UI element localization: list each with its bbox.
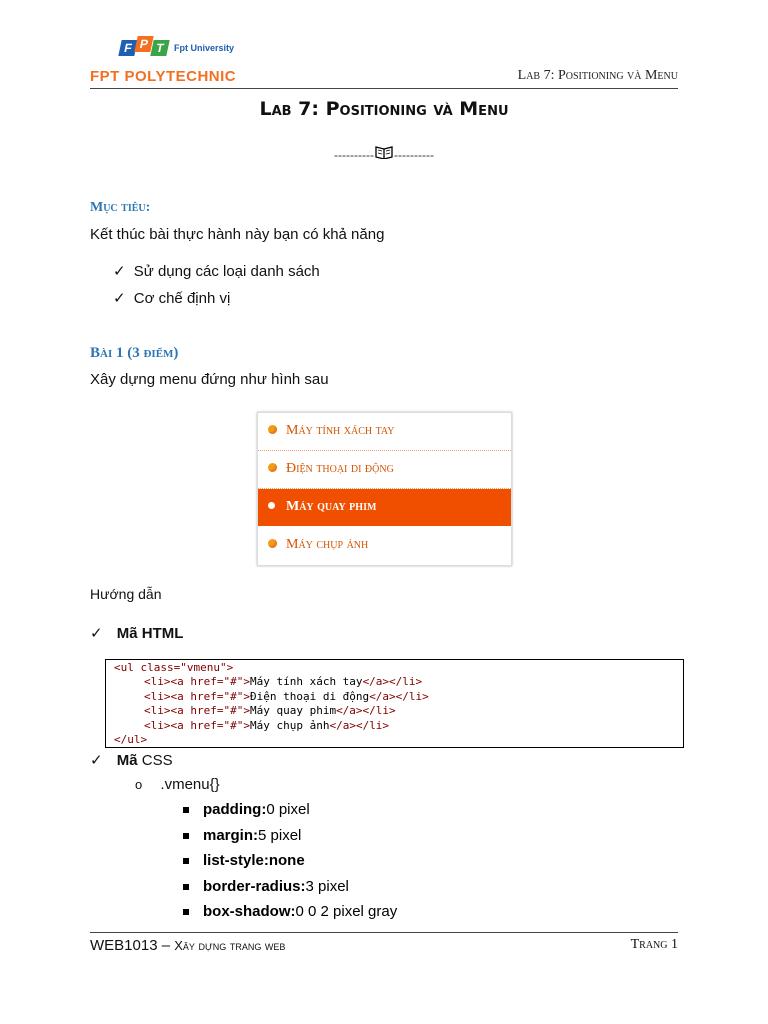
school-name: FPT POLYTECHNIC <box>90 68 237 85</box>
check-icon: ✓ <box>90 624 103 642</box>
logo-tagline: Fpt University <box>174 43 235 53</box>
objective-text: Sử dụng các loại danh sách <box>133 263 320 280</box>
vertical-menu-demo <box>257 412 512 566</box>
menu-item <box>258 413 511 451</box>
html-code-label <box>90 624 183 642</box>
fpt-logo <box>120 36 235 66</box>
code-tag: </a></li> <box>362 675 423 688</box>
bullet-icon <box>268 463 277 472</box>
menu-item-label: Máy chụp ảnh <box>286 537 369 552</box>
title-divider <box>0 145 768 162</box>
html-code-block <box>105 659 684 748</box>
css-prop: border-radius: <box>203 878 306 895</box>
code-tag: <li><a href="#"> <box>144 675 250 688</box>
square-bullet-icon <box>183 833 189 839</box>
code-tag: <li><a href="#"> <box>144 719 250 732</box>
header-rule <box>90 88 678 89</box>
menu-item-label: Máy tính xách tay <box>286 423 395 438</box>
divider-right: ---------- <box>394 148 434 162</box>
objective-text: Cơ chế định vị <box>133 290 231 307</box>
code-line <box>144 690 429 705</box>
code-text: Máy chụp ảnh <box>249 719 330 732</box>
menu-item <box>258 527 511 564</box>
code-tag: </a></li> <box>336 704 396 717</box>
menu-item-label: Điện thoại di động <box>286 461 394 476</box>
square-bullet-icon <box>183 807 189 813</box>
check-icon: ✓ <box>113 289 126 307</box>
css-selector: .vmenu{} <box>160 776 220 793</box>
css-prop: box-shadow: <box>203 903 296 920</box>
footer-rule <box>90 932 678 933</box>
bullet-icon <box>268 539 277 548</box>
guide-label: Hướng dẫn <box>90 586 162 602</box>
code-text: Máy quay phim <box>249 704 337 717</box>
exercise-description: Xây dựng menu đứng như hình sau <box>90 371 329 388</box>
square-bullet-icon <box>183 909 189 915</box>
objectives-heading: Mục tiêu: <box>90 200 151 215</box>
code-line: <ul class="vmenu"> <box>114 661 234 674</box>
code-line <box>144 719 389 734</box>
code-tag: </a></li> <box>329 719 390 732</box>
code-tag: </a></li> <box>369 690 429 703</box>
check-icon: ✓ <box>113 262 126 280</box>
objective-item <box>113 289 230 307</box>
code-tag: <li><a href="#"> <box>144 704 250 717</box>
code-line <box>144 675 422 690</box>
check-icon: ✓ <box>90 751 103 769</box>
running-title: Lab 7: Positioning và Menu <box>517 68 678 83</box>
logo-letter-p: P <box>134 36 153 52</box>
square-bullet-icon <box>183 858 189 864</box>
menu-item-label: Máy quay phim <box>286 499 377 514</box>
logo-letter-f: F <box>118 40 137 56</box>
objective-item <box>113 262 320 280</box>
square-bullet-icon <box>183 884 189 890</box>
footer-course <box>90 937 285 954</box>
bullet-icon <box>268 425 277 434</box>
code-line: </ul> <box>114 733 148 746</box>
exercise-heading: Bài 1 (3 điểm) <box>90 345 179 361</box>
menu-item <box>258 451 511 489</box>
css-selector-item <box>135 776 220 793</box>
page-number: Trang 1 <box>630 937 678 952</box>
css-label-bold: Mã <box>116 752 138 769</box>
css-value: 5 pixel <box>258 827 302 844</box>
objectives-intro: Kết thúc bài thực hành này bạn có khả năng <box>90 226 385 243</box>
code-text: Máy tính xách tay <box>249 675 363 688</box>
menu-item-active <box>258 489 511 526</box>
book-icon <box>374 145 394 162</box>
circle-bullet-icon: o <box>135 777 143 792</box>
css-value: 3 pixel <box>305 878 349 895</box>
html-label-text: Mã HTML <box>116 625 184 642</box>
code-line <box>144 704 396 719</box>
course-name: Xây dựng trang web <box>174 938 286 953</box>
css-value: 0 pixel <box>266 801 310 818</box>
css-value: 0 0 2 pixel gray <box>295 903 398 920</box>
css-prop: list-style: <box>203 852 269 869</box>
css-value: none <box>268 852 305 869</box>
css-label-rest: CSS <box>137 752 173 769</box>
footer-dash: – <box>157 937 175 954</box>
page-title: Lab 7: Positioning và Menu <box>259 98 509 120</box>
arrow-icon <box>268 502 275 509</box>
code-tag: <li><a href="#"> <box>144 690 250 703</box>
code-text: Điện thoại di động <box>249 690 370 703</box>
course-code: WEB1013 <box>90 937 158 954</box>
css-prop: padding: <box>203 801 267 818</box>
css-code-label <box>90 751 173 769</box>
css-prop: margin: <box>203 827 259 844</box>
logo-letter-t: T <box>150 40 169 56</box>
divider-left: ---------- <box>334 148 374 162</box>
